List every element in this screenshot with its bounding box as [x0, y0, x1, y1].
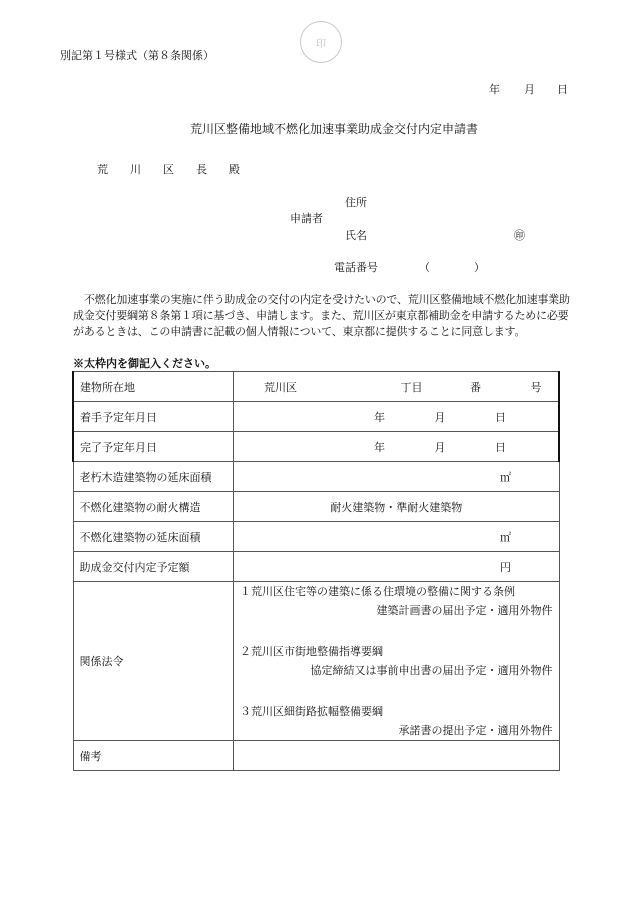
related-laws-label: 関係法令 [73, 582, 234, 741]
table-row [73, 432, 559, 462]
subsidy-amount-field[interactable] [234, 552, 560, 582]
table-row [73, 522, 559, 552]
date-month-label: 月 [524, 83, 535, 96]
receipt-stamp-label: 印 [316, 38, 326, 50]
table-row [73, 372, 559, 402]
law-3-title: ３荒川区細街路拡幅整備要綱 [240, 705, 383, 718]
law-3-option[interactable]: 承諾書の提出予定・適用外物件 [398, 724, 553, 737]
start-month-text: 月 [434, 410, 446, 424]
phone-parentheses: （ ） [419, 261, 485, 274]
start-date-label: 着手予定年月日 [73, 402, 234, 432]
table-row [73, 402, 559, 432]
law-2-title: ２荒川区市街地整備指導要綱 [240, 645, 383, 658]
phone-label: 電話番号 [334, 261, 378, 274]
date-year-label: 年 [489, 83, 500, 96]
consent-paragraph: 不燃化加速事業の実施に伴う助成金の交付の内定を受けたいので、荒川区整備地域不燃化加速事業助成金交付要綱第８条第１項に基づき、申請します。また、荒川区が東京都補助金を申請するために必要があるときは、この申請書に記載の個人情報について、東京都に提供することに同意します。 [73, 293, 570, 338]
table-row [73, 462, 559, 492]
building-location-field[interactable] [234, 372, 560, 402]
table-row [73, 582, 559, 741]
completion-year-text: 年 [374, 440, 385, 454]
completion-date-label: 完了予定年月日 [73, 432, 234, 462]
date-day-label: 日 [557, 83, 568, 96]
table-row [73, 741, 559, 771]
sqm-unit: ㎡ [500, 530, 511, 544]
law-1-option[interactable]: 建築計画書の届出予定・適用外物件 [376, 604, 553, 617]
related-laws-field [234, 582, 560, 741]
addressee: 荒 川 区 長 殿 [97, 163, 240, 176]
name-label: 氏名 [345, 229, 367, 242]
completion-day-text: 日 [495, 440, 506, 454]
start-day-text: 日 [495, 410, 506, 424]
form-number: 別記第１号様式（第８条関係） [60, 49, 214, 62]
ward-text: 荒川区 [264, 380, 297, 394]
remarks-field[interactable] [234, 741, 560, 771]
building-location-label: 建物所在地 [73, 372, 234, 402]
remarks-label: 備考 [73, 741, 234, 771]
start-date-field[interactable] [234, 402, 560, 432]
ban-text: 番 [470, 380, 481, 394]
go-text: 号 [530, 380, 542, 394]
address-label: 住所 [345, 196, 367, 209]
new-floor-area-field[interactable] [234, 522, 560, 552]
completion-date-field[interactable] [234, 432, 560, 462]
old-wooden-floor-area-label: 老朽木造建築物の延床面積 [73, 462, 234, 492]
receipt-stamp-circle [300, 21, 342, 63]
sqm-unit: ㎡ [500, 470, 511, 484]
table-row [73, 492, 559, 522]
old-wooden-floor-area-field[interactable] [234, 462, 560, 492]
yen-unit: 円 [500, 560, 511, 574]
chome-text: 丁目 [400, 380, 423, 394]
start-year-text: 年 [374, 410, 385, 424]
subsidy-amount-label: 助成金交付内定予定額 [73, 552, 234, 582]
law-2-option[interactable]: 協定締結又は事前申出書の届出予定・適用外物件 [310, 664, 553, 677]
document-title: 荒川区整備地域不燃化加速事業助成金交付内定申請書 [190, 122, 479, 136]
application-form-table [72, 371, 560, 771]
fireproof-structure-label: 不燃化建築物の耐火構造 [73, 492, 234, 522]
fireproof-structure-options[interactable]: 耐火建築物・準耐火建築物 [234, 492, 560, 522]
completion-month-text: 月 [434, 440, 446, 454]
applicant-seal-mark: ㊞ [514, 229, 525, 242]
instruction-note: ※太枠内を御記入ください。 [73, 357, 216, 370]
law-1-title: １荒川区住宅等の建築に係る住環境の整備に関する条例 [240, 585, 515, 598]
new-floor-area-label: 不燃化建築物の延床面積 [73, 522, 234, 552]
applicant-label: 申請者 [290, 212, 323, 225]
table-row [73, 552, 559, 582]
